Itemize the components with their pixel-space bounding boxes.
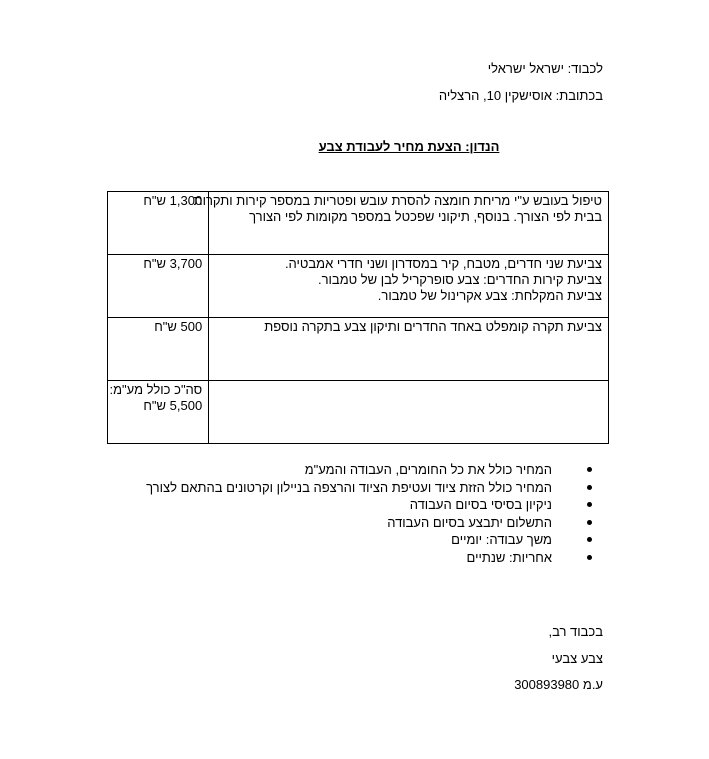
item-description-line: טיפול בעובש ע"י מריחת חומצה להסרת עובש ופטריות במספר קירות ותקרות [193, 193, 602, 208]
item-description-line: צביעת שני חדרים, מטבח, קיר במסדרון ושני חדרי אמבטיה. [284, 256, 602, 271]
terms-list-item [146, 549, 592, 567]
closing-greeting: בכבוד רב, [548, 624, 603, 639]
item-price-line: 5,500 ש"ח [143, 398, 203, 413]
business-id-number: 300893980 [514, 677, 580, 692]
business-id [514, 677, 603, 692]
terms-list-item [146, 461, 592, 479]
terms-list-item-text: אחריות: שנתיים [466, 549, 552, 565]
recipient-address: בכתובת: אוסישקין 10, הרצליה [438, 88, 603, 103]
bullet-icon [587, 485, 592, 490]
price-row [108, 255, 609, 318]
item-description-line: צביעת תקרה קומפלט באחד החדרים ותיקון צבע בתקרה נוספת [264, 319, 602, 334]
bullet-icon [587, 537, 592, 542]
bullet-icon [587, 520, 592, 525]
terms-list-item-text: המחיר כולל הזזת ציוד ועטיפת הציוד והרצפה בניילון וקרטונים בהתאם לצורך [146, 479, 552, 495]
item-description-line: בבית לפי הצורך. בנוסף, תיקוני שפכטל במספר מקומות לפי הצורך [249, 209, 602, 224]
price-row [108, 318, 609, 381]
item-description [209, 381, 609, 444]
bullet-icon [587, 467, 592, 472]
recipient-name: לכבוד: ישראל ישראלי [487, 61, 603, 76]
item-description [209, 318, 609, 381]
item-price [108, 192, 209, 255]
terms-list-item [146, 514, 592, 532]
business-id-label: ע.מ [582, 677, 603, 692]
item-price [108, 255, 209, 318]
bullet-icon [587, 502, 592, 507]
subject-line: הנדון: הצעת מחיר לעבודת צבע [318, 139, 500, 154]
terms-list-item [146, 479, 592, 497]
item-price-line: 3,700 ש"ח [143, 256, 203, 271]
item-price [108, 381, 209, 444]
terms-list-item-text: התשלום יתבצע בסיום העבודה [387, 514, 552, 530]
item-description-line: צביעת קירות החדרים: צבע סופרקריל לבן של טמבור. [317, 272, 602, 287]
item-price-line: 500 ש"ח [154, 319, 203, 334]
item-price-line: סה"כ כולל מע"מ: [109, 382, 203, 397]
terms-list [146, 461, 592, 567]
item-price-line: 1,300 ש"ח [143, 193, 203, 208]
signer-name: צבע צבעי [551, 651, 603, 666]
bullet-icon [587, 555, 592, 560]
price-row [108, 381, 609, 444]
terms-list-item [146, 531, 592, 549]
item-description-line: צביעת המקלחת: צבע אקרינול של טמבור. [377, 288, 602, 303]
price-table [107, 191, 609, 444]
item-price [108, 318, 209, 381]
terms-list-item [146, 496, 592, 514]
item-description [193, 192, 609, 255]
terms-list-item-text: ניקיון בסיסי בסיום העבודה [409, 497, 552, 513]
item-description [209, 255, 609, 318]
terms-list-item-text: משך עבודה: יומיים [451, 532, 552, 548]
price-row [108, 192, 609, 255]
terms-list-item-text: המחיר כולל את כל החומרים, העבודה והמע"מ [304, 462, 552, 477]
